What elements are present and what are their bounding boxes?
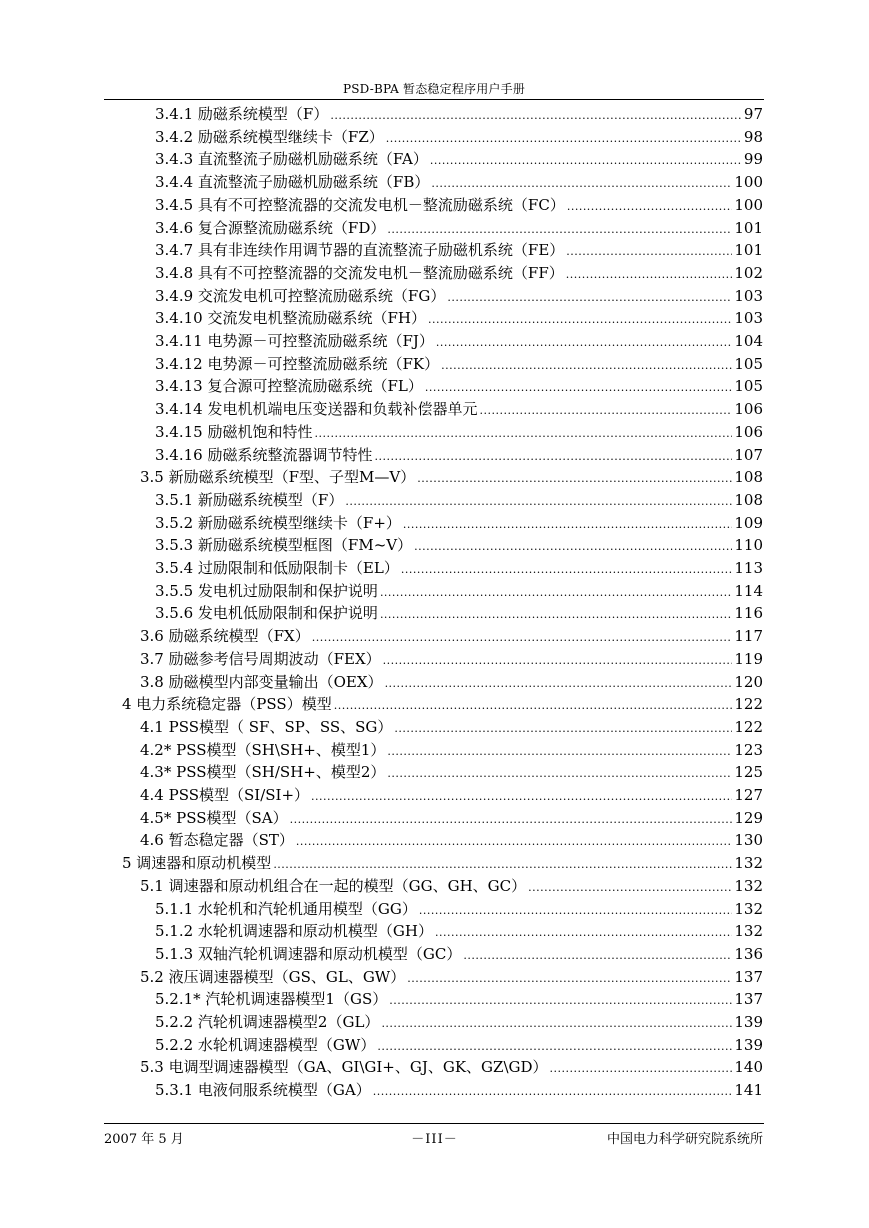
toc-entry-label: 3.4.7 具有非连续作用调节器的直流整流子励磁机系统（FE） [155, 241, 565, 260]
toc-dot-leader [383, 651, 733, 671]
toc-entry-page: 120 [734, 672, 763, 691]
toc-entry-page: 106 [734, 422, 763, 441]
toc-entry-label: 3.8 励磁模型内部变量输出（OEX） [140, 672, 383, 691]
toc-entry[interactable] [155, 218, 763, 240]
toc-entry-label: 3.4.5 具有不可控整流器的交流发电机－整流励磁系统（FC） [155, 195, 565, 214]
toc-entry-page: 139 [734, 1013, 763, 1031]
toc-entry-page: 127 [734, 786, 763, 804]
toc-dot-leader [566, 242, 732, 262]
toc-entry-label: 3.4.3 直流整流子励磁机励磁系统（FA） [155, 150, 428, 169]
toc-entry[interactable] [155, 195, 763, 217]
toc-entry-label: 3.5.5 发电机过励限制和保护说明 [155, 581, 378, 600]
toc-entry-page: 101 [734, 218, 763, 237]
toc-dot-leader [330, 106, 742, 126]
toc-entry[interactable] [155, 331, 763, 353]
toc-entry[interactable] [155, 558, 763, 580]
toc-entry[interactable] [140, 785, 763, 807]
toc-entry[interactable] [122, 694, 763, 716]
toc-entry-label: 5.1.3 双轴汽轮机调速器和原动机模型（GC） [155, 944, 462, 963]
footer-page-number: －III－ [411, 1132, 458, 1147]
toc-entry[interactable] [155, 376, 763, 398]
toc-entry-label: 3.6 励磁系统模型（FX） [140, 627, 310, 646]
toc-dot-leader [479, 401, 732, 421]
toc-entry[interactable] [155, 445, 763, 467]
toc-entry-page: 136 [734, 944, 763, 963]
toc-entry[interactable] [155, 581, 763, 603]
toc-entry[interactable] [155, 1012, 763, 1034]
toc-entry[interactable] [155, 944, 763, 966]
toc-entry-label: 4.1 PSS模型（ SF、SP、SS、SG） [140, 717, 393, 736]
toc-dot-leader [387, 742, 732, 762]
toc-dot-leader [389, 991, 732, 1011]
toc-entry-label: 4.2* PSS模型（SH\SH+、模型1） [140, 740, 386, 759]
toc-entry[interactable] [155, 1035, 763, 1057]
toc-entry-label: 3.5.3 新励磁系统模型框图（FM~V） [155, 536, 413, 555]
toc-entry-label: 5.1 调速器和原动机组合在一起的模型（GG、GH、GC） [140, 876, 527, 895]
toc-entry-label: 5.2.2 汽轮机调速器模型2（GL） [155, 1013, 380, 1031]
toc-dot-leader [394, 719, 732, 739]
toc-entry-page: 106 [734, 400, 763, 419]
toc-entry-label: 3.4.2 励磁系统模型继续卡（FZ） [155, 127, 384, 146]
toc-dot-leader [430, 151, 742, 171]
toc-dot-leader [380, 605, 732, 625]
toc-dot-leader [447, 288, 732, 308]
toc-entry-label: 3.4.11 电势源－可控整流励磁系统（FJ） [155, 332, 434, 350]
toc-entry-page: 114 [734, 581, 763, 600]
toc-dot-leader [436, 333, 732, 353]
toc-dot-leader [428, 310, 732, 330]
toc-entry-label: 5.2.1* 汽轮机调速器模型1（GS） [155, 990, 388, 1009]
toc-dot-leader [550, 1059, 733, 1079]
toc-entry-page: 123 [734, 740, 763, 759]
toc-entry[interactable] [155, 535, 763, 557]
toc-dot-leader [296, 832, 732, 852]
toc-dot-leader [345, 492, 732, 512]
toc-entry-label: 3.4.1 励磁系统模型（F） [155, 105, 329, 123]
toc-entry-label: 3.4.15 励磁机饱和特性 [155, 422, 313, 441]
toc-dot-leader [463, 946, 732, 966]
toc-entry[interactable] [122, 853, 763, 875]
toc-entry-label: 5.3 电调型调速器模型（GA、GI\GI+、GJ、GK、GZ\GD） [140, 1058, 548, 1077]
toc-entry[interactable] [155, 354, 763, 376]
toc-dot-leader [311, 787, 732, 807]
toc-dot-leader [403, 515, 732, 535]
toc-entry-label: 5 调速器和原动机模型 [122, 854, 272, 873]
toc-entry-page: 119 [734, 649, 763, 668]
toc-entry-page: 113 [734, 559, 763, 577]
toc-entry-page: 100 [734, 173, 763, 192]
toc-entry-label: 4.3* PSS模型（SH/SH+、模型2） [140, 763, 386, 782]
toc-dot-leader [567, 197, 733, 217]
toc-entry-label: 3.4.8 具有不可控整流器的交流发电机－整流励磁系统（FF） [155, 263, 564, 282]
toc-entry-page: 102 [734, 263, 763, 282]
toc-dot-leader [377, 1037, 732, 1057]
toc-entry-page: 103 [734, 286, 763, 305]
toc-entry-label: 3.5.2 新励磁系统模型继续卡（F+） [155, 513, 401, 532]
toc-entry[interactable] [140, 830, 763, 852]
toc-entry-page: 132 [734, 876, 763, 895]
toc-entry-label: 4.4 PSS模型（SI/SI+） [140, 786, 310, 804]
toc-entry-page: 122 [734, 717, 763, 736]
toc-dot-leader [414, 537, 732, 557]
toc-entry-page: 129 [734, 808, 763, 827]
toc-entry[interactable] [155, 899, 763, 921]
toc-entry-page: 140 [734, 1058, 763, 1077]
toc-entry-page: 137 [734, 967, 763, 986]
toc-dot-leader [381, 1014, 732, 1034]
toc-dot-leader [419, 901, 732, 921]
toc-entry-label: 3.7 励磁参考信号周期波动（FEX） [140, 649, 381, 668]
toc-entry[interactable] [155, 172, 763, 194]
toc-entry-page: 122 [734, 695, 763, 714]
toc-dot-leader [386, 129, 742, 149]
toc-entry-label: 3.4.16 励磁系统整流器调节特性 [155, 445, 373, 464]
toc-entry-page: 108 [734, 468, 763, 487]
toc-entry-page: 100 [734, 195, 763, 214]
page-header: PSD-BPA 暂态稳定程序用户手册 [342, 82, 526, 96]
toc-dot-leader [290, 810, 733, 830]
toc-entry-label: 3.5.1 新励磁系统模型（F） [155, 490, 344, 509]
toc-entry[interactable] [140, 740, 763, 762]
toc-dot-leader [374, 447, 732, 467]
toc-entry[interactable] [155, 989, 763, 1011]
toc-entry[interactable] [155, 1080, 763, 1102]
toc-dot-leader [373, 1082, 733, 1102]
footer-organization: 中国电力科学研究院系统所 [606, 1132, 763, 1147]
toc-dot-leader [273, 855, 732, 875]
toc-entry-label: 3.4.4 直流整流子励磁机励磁系统（FB） [155, 173, 430, 192]
toc-entry-page: 107 [734, 445, 763, 464]
toc-dot-leader [401, 560, 733, 580]
toc-entry[interactable] [155, 127, 763, 149]
toc-entry[interactable] [155, 399, 763, 421]
toc-dot-leader [380, 583, 732, 603]
toc-entry-page: 109 [734, 513, 763, 532]
toc-entry-label: 4.6 暂态稳定器（ST） [140, 831, 294, 850]
toc-entry-label: 3.4.6 复合源整流励磁系统（FD） [155, 218, 386, 237]
toc-entry-label: 4.5* PSS模型（SA） [140, 808, 288, 827]
toc-entry-page: 101 [734, 241, 763, 260]
toc-entry[interactable] [155, 422, 763, 444]
toc-entry-label: 3.4.14 发电机机端电压变送器和负载补偿器单元 [155, 400, 478, 419]
toc-entry-label: 5.3.1 电液伺服系统模型（GA） [155, 1081, 371, 1100]
toc-entry-page: 104 [734, 332, 763, 350]
toc-entry[interactable] [155, 104, 763, 126]
toc-entry[interactable] [155, 286, 763, 308]
toc-entry-page: 97 [743, 105, 763, 123]
toc-entry-page: 132 [734, 899, 763, 918]
toc-entry-page: 99 [743, 150, 763, 169]
toc-entry-page: 98 [743, 127, 763, 146]
toc-entry-label: 5.1.1 水轮机和汽轮机通用模型（GG） [155, 899, 417, 918]
toc-entry-label: 3.4.13 复合源可控整流励磁系统（FL） [155, 377, 423, 396]
toc-entry-label: 3.4.9 交流发电机可控整流励磁系统（FG） [155, 286, 446, 305]
toc-entry[interactable] [155, 603, 763, 625]
toc-entry-label: 3.5.4 过励限制和低励限制卡（EL） [155, 559, 399, 577]
toc-dot-leader [314, 424, 732, 444]
toc-entry-page: 125 [734, 763, 763, 782]
toc-entry[interactable] [155, 240, 763, 262]
toc-entry-page: 130 [734, 831, 763, 850]
toc-entry[interactable] [140, 626, 763, 648]
toc-dot-leader [425, 378, 733, 398]
toc-dot-leader [431, 174, 732, 194]
toc-dot-leader [387, 764, 732, 784]
toc-entry-page: 137 [734, 990, 763, 1009]
toc-entry-label: 5.1.2 水轮机调速器和原动机模型（GH） [155, 922, 433, 941]
toc-entry[interactable] [140, 808, 763, 830]
toc-entry[interactable] [155, 490, 763, 512]
toc-entry[interactable] [140, 649, 763, 671]
toc-entry-label: 3.5.6 发电机低励限制和保护说明 [155, 604, 378, 623]
toc-dot-leader [387, 220, 732, 240]
toc-entry[interactable] [140, 467, 763, 489]
footer-divider [104, 1123, 764, 1124]
toc-dot-leader [334, 696, 733, 716]
toc-entry[interactable] [140, 876, 763, 898]
toc-dot-leader [566, 265, 733, 285]
toc-entry-label: 5.2.2 水轮机调速器模型（GW） [155, 1035, 376, 1054]
toc-dot-leader [528, 878, 732, 898]
toc-entry[interactable] [155, 921, 763, 943]
toc-entry-page: 110 [734, 536, 763, 555]
toc-entry[interactable] [140, 1057, 763, 1079]
toc-entry-page: 108 [734, 490, 763, 509]
toc-entry-page: 141 [734, 1081, 763, 1100]
toc-entry[interactable] [140, 717, 763, 739]
toc-entry-page: 139 [734, 1035, 763, 1054]
toc-entry[interactable] [155, 513, 763, 535]
toc-entry[interactable] [155, 308, 763, 330]
toc-entry[interactable] [155, 149, 763, 171]
toc-entry[interactable] [155, 263, 763, 285]
toc-dot-leader [407, 969, 732, 989]
toc-entry[interactable] [140, 967, 763, 989]
toc-dot-leader [385, 674, 733, 694]
toc-entry-label: 3.5 新励磁系统模型（F型、子型M—V） [140, 468, 416, 487]
toc-entry-label: 4 电力系统稳定器（PSS）模型 [122, 695, 332, 714]
toc-entry-page: 105 [734, 354, 763, 373]
toc-dot-leader [417, 469, 732, 489]
toc-entry-page: 103 [734, 309, 763, 328]
footer-date: 2007 年 5 月 [104, 1132, 184, 1147]
header-divider [104, 99, 764, 100]
toc-entry-page: 116 [734, 604, 763, 623]
toc-entry-label: 5.2 液压调速器模型（GS、GL、GW） [140, 967, 406, 986]
toc-dot-leader [435, 923, 732, 943]
toc-entry[interactable] [140, 672, 763, 694]
toc-entry-page: 105 [734, 377, 763, 396]
toc-dot-leader [441, 356, 732, 376]
toc-entry-page: 132 [734, 854, 763, 873]
toc-entry-page: 117 [734, 627, 763, 646]
toc-entry-label: 3.4.12 电势源－可控整流励磁系统（FK） [155, 354, 440, 373]
toc-entry[interactable] [140, 762, 763, 784]
toc-dot-leader [312, 628, 733, 648]
toc-entry-page: 132 [734, 922, 763, 941]
toc-entry-label: 3.4.10 交流发电机整流励磁系统（FH） [155, 309, 426, 328]
